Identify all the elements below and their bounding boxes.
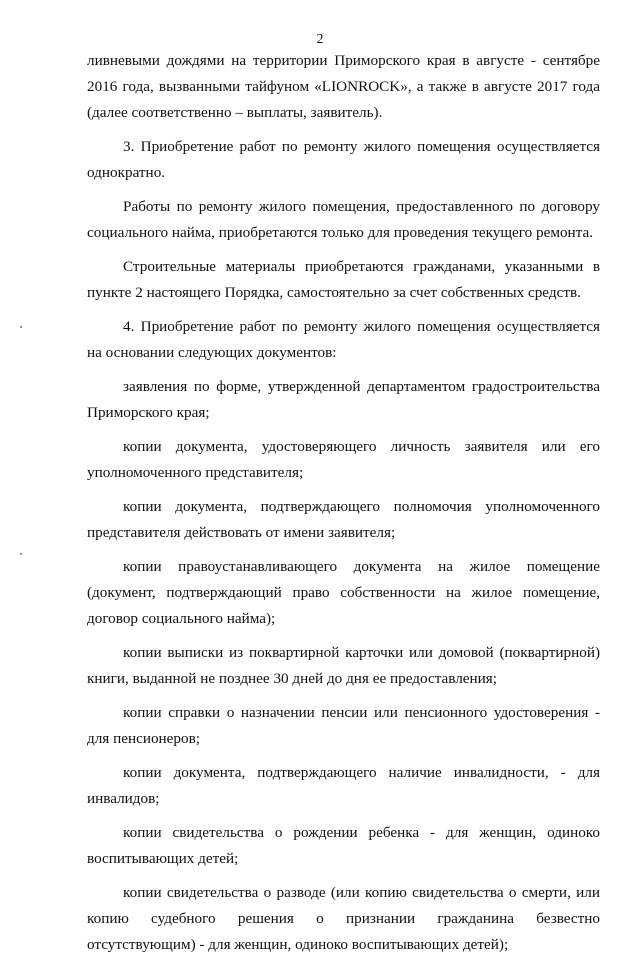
list-item: копии документа, подтверждающего наличие инвалидности, - для инвалидов; (87, 764, 600, 807)
paragraph: Работы по ремонту жилого помещения, предоставленного по договору социального найма, приобретаются только для проведения текущего ремонта. (87, 198, 600, 241)
list-item: копии правоустанавливающего документа на жилое помещение (документ, подтверждающий право собственности на жилое помещение, договор социального найма); (87, 558, 600, 627)
scan-mark (20, 326, 22, 328)
page-number: 2 (316, 32, 324, 47)
document-body (87, 48, 600, 958)
scan-mark (20, 553, 22, 555)
list-item: копии справки о назначении пенсии или пенсионного удостоверения - для пенсионеров; (87, 704, 600, 747)
list-item: копии документа, подтверждающего полномочия уполномоченного представителя действовать от имени заявителя; (87, 498, 600, 541)
list-item: копии свидетельства о разводе (или копию свидетельства о смерти, или копию судебного решения о признании гражданина безвестно отсутствующим) - для женщин, одиноко воспитывающих детей); (87, 884, 600, 953)
paragraph: Строительные материалы приобретаются гражданами, указанными в пункте 2 настоящего Порядка, самостоятельно за счет собственных средств. (87, 258, 600, 301)
list-item: копии свидетельства о рождении ребенка - для женщин, одиноко воспитывающих детей; (87, 824, 600, 867)
list-item: копии документа, удостоверяющего личность заявителя или его уполномоченного представителя; (87, 438, 600, 481)
paragraph: 4. Приобретение работ по ремонту жилого помещения осуществляется на основании следующих документов: (87, 318, 600, 361)
paragraph: 3. Приобретение работ по ремонту жилого помещения осуществляется однократно. (87, 138, 600, 181)
list-item: заявления по форме, утвержденной департаментом градостроительства Приморского края; (87, 378, 600, 421)
list-item: копии выписки из поквартирной карточки или домовой (поквартирной) книги, выданной не позднее 30 дней до дня ее предоставления; (87, 644, 600, 687)
paragraph: ливневыми дождями на территории Приморского края в августе - сентябре 2016 года, вызванными тайфуном «LIONROCK», а также в августе 2017 года (далее соответственно – выплаты, заявитель). (87, 52, 600, 121)
